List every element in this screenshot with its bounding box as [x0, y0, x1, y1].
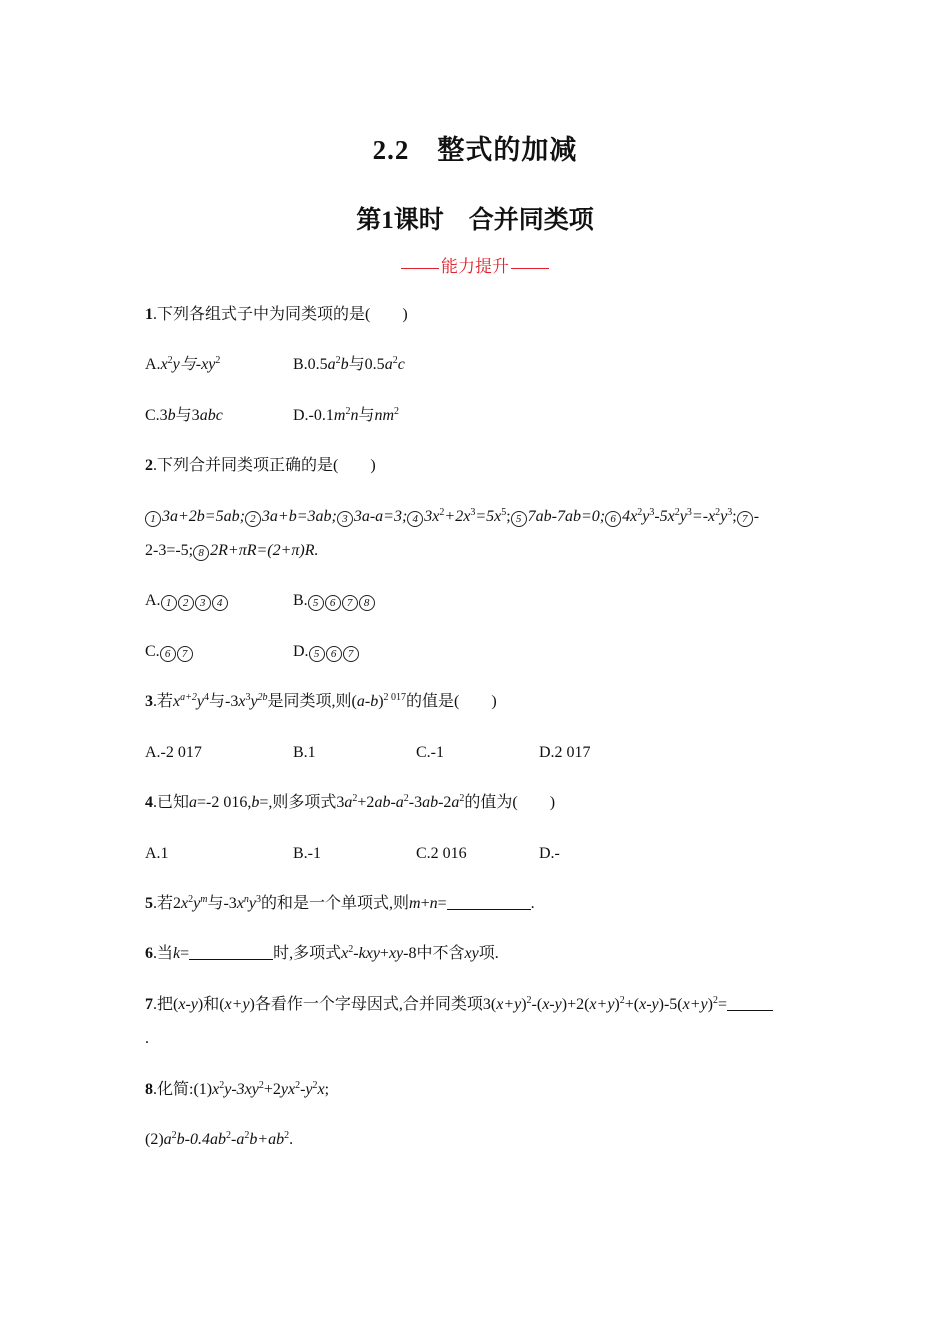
q2-statements-line-1: 1 3a+2b=5ab; 2 3a+b=3ab; 3 3a-a=3; 4 $3x^2+2x^3=5x^5$; 5 7ab-7ab=0; 6 $4x^2y^3-5x^2y^3=-x^2y^3$; 7 - [145, 507, 759, 527]
question-1 [145, 305, 408, 325]
question-number: 8 [145, 1081, 153, 1098]
circled-number: 5 [511, 511, 527, 527]
q1-option-d: $D.-0.1m^2n$与$nm^2$ [293, 406, 400, 424]
question-4: 4.已知a=-2 016,b=,则多项式$3a^2+2ab-a^2-3ab-2a^2$的值为( ) [145, 793, 556, 811]
q3-option-b: B.1 [293, 744, 316, 761]
q2-option-b: B. 5 6 7 8 [293, 591, 376, 611]
question-number: 3 [145, 693, 153, 710]
q1-option-a: $A.x^2y$与$-xy^2$ [145, 355, 221, 373]
question-6: 6.当k= 时,多项式$x^2-kxy+xy-8$中不含xy项. [145, 944, 499, 962]
circled-number: 3 [337, 511, 353, 527]
answer-blank[interactable] [447, 895, 531, 910]
question-8: 8.化简$:(1)x^2y-3xy^2+2yx^2-y^2x$; [145, 1080, 330, 1098]
q2-statements-line-2: 2-3=-5; 8 2R+πR=(2+π)R. [145, 542, 319, 559]
q4-option-b: B.-1 [293, 845, 321, 862]
q3-option-d: D.2 017 [539, 744, 591, 761]
answer-blank[interactable] [727, 996, 773, 1011]
q4-option-c: C.2 016 [416, 845, 467, 862]
q8-part-2: $(2)a^2b-0.4ab^2-a^2b+ab^2$. [145, 1130, 294, 1148]
q2-option-a: A. 1 2 3 4 [145, 591, 229, 611]
question-number: 5 [145, 895, 153, 912]
circled-number: 8 [193, 545, 209, 561]
circled-number: 7 [737, 511, 753, 527]
circled-number: 4 [407, 511, 423, 527]
question-3: 3.若$x^{a+2}y^4$与$-3x^3y^{2b}$是同类项,则$(a-b)^{2 017}$的值是( ) [145, 692, 497, 710]
question-7: 7.把(x-y)和(x+y)各看作一个字母因式,合并同类项$3(x+y)^2-(x-y)+2(x+y)^2+(x-y)-5(x+y)^2=$ [145, 995, 773, 1015]
q2-option-d: D. 5 6 7 [293, 642, 360, 662]
q2-option-c: C. 6 7 [145, 642, 194, 662]
answer-blank[interactable] [189, 945, 273, 960]
banner-line-right [511, 268, 549, 269]
question-2 [145, 456, 376, 476]
q7-tail: . [145, 1030, 149, 1047]
question-number: 2 [145, 457, 153, 474]
question-number: 7 [145, 996, 153, 1013]
q1-option-b: $B.0.5a^2b$与$0.5a^2c$ [293, 355, 405, 373]
banner-label: 能力提升 [441, 257, 509, 276]
q1-option-c: C.3b与3abc [145, 407, 223, 424]
section-title: 2.2 整式的加减 [372, 135, 578, 165]
question-stem: .下列合并同类项正确的是( ) [153, 457, 376, 474]
q4-option-d: D.- [539, 845, 560, 862]
circled-number: 1 [145, 511, 161, 527]
banner-line-left [401, 268, 439, 269]
q3-option-c: C.-1 [416, 744, 444, 761]
question-number: 4 [145, 794, 153, 811]
q3-option-a: A.-2 017 [145, 744, 202, 761]
q4-option-a: A.1 [145, 845, 169, 862]
ability-banner [0, 252, 950, 277]
lesson-title: 第1课时 合并同类项 [356, 207, 594, 234]
circled-number: 6 [605, 511, 621, 527]
circled-number: 2 [245, 511, 261, 527]
question-5: 5.若$2x^2y^m$与$-3x^ny^3$的和是一个单项式,则m+n= . [145, 894, 535, 912]
question-number: 1 [145, 306, 153, 323]
question-number: 6 [145, 945, 153, 962]
question-stem: .下列各组式子中为同类项的是( ) [153, 306, 408, 323]
